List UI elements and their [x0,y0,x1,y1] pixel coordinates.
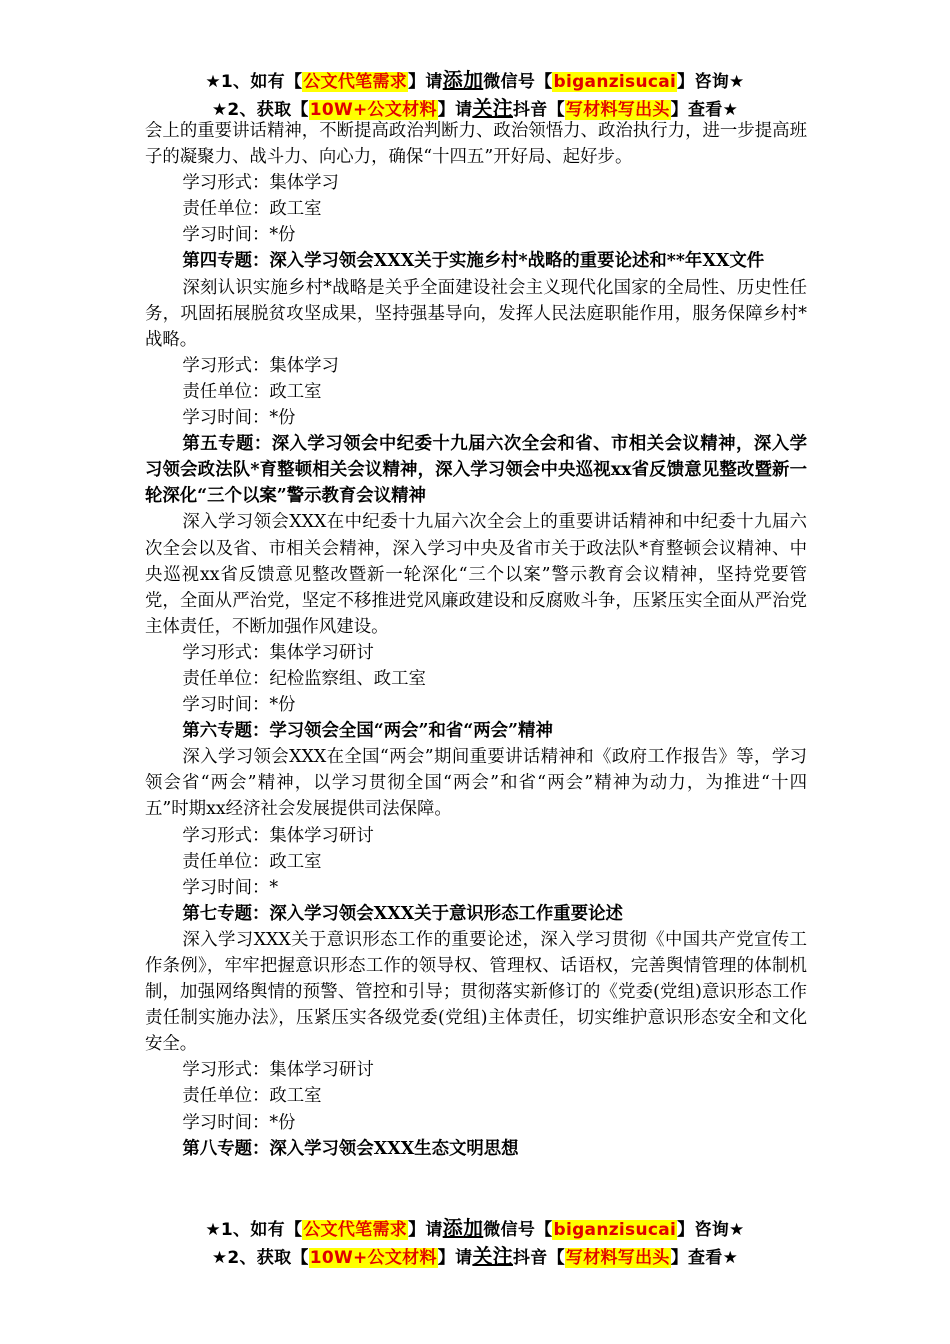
promo-text: 微信号【 [483,1220,553,1240]
study-time: 学习时间：*份 [182,225,296,246]
promo-text: ★2、获取【 [211,100,309,120]
promo-highlight: 公文代笔需求 [303,1220,408,1240]
promo-banner-bottom [0,1215,950,1271]
promo-text: 】查看★ [670,1248,739,1268]
study-form: 学习形式：集体学习研讨 [182,825,374,846]
intro-paragraph: 会上的重要讲话精神，不断提高政治判断力、政治领悟力、政治执行力，进一步提高班子的凝聚力、战斗力、向心力，确保“十四五”开好局、起好步。 [145,121,807,168]
douyin-id-highlight: 写材料写出头 [565,100,670,120]
promo-text: 】请 [437,100,473,120]
promo-text: 】请 [437,1248,473,1268]
promo-text: 】请 [408,1220,443,1240]
promo-line-2 [0,1243,950,1271]
promo-highlight: 公文代笔需求 [303,72,408,92]
responsible-unit: 责任单位：政工室 [182,199,322,220]
promo-highlight: 10W+公文材料 [309,100,437,120]
topic-7-heading: 第七专题：深入学习领会XXX关于意识形态工作重要论述 [182,903,623,924]
study-form: 学习形式：集体学习研讨 [182,1060,374,1081]
douyin-id-highlight: 写材料写出头 [565,1248,670,1268]
promo-text: 微信号【 [483,72,553,92]
topic-5-heading: 第五专题：深入学习领会中纪委十九届六次全会和省、市相关会议精神，深入学习领会政法队*育整顿相关会议精神，深入学习领会中央巡视xx省反馈意见整改暨新一轮深化“三个以案”警示教育会议精神 [145,434,807,507]
study-form: 学习形式：集体学习 [182,173,339,194]
promo-text: 】请 [408,72,443,92]
study-time: 学习时间：*份 [182,695,296,716]
topic-6-heading: 第六专题：学习领会全国“两会”和省“两会”精神 [182,721,553,742]
wechat-id-highlight: biganzisucai [553,1220,677,1240]
topic-4-heading: 第四专题：深入学习领会XXX关于实施乡村*战略的重要论述和**年XX文件 [182,251,765,272]
responsible-unit: 责任单位：政工室 [182,1086,322,1107]
responsible-unit: 责任单位：纪检监察组、政工室 [182,668,426,689]
promo-banner-top [0,67,950,123]
responsible-unit: 责任单位：政工室 [182,851,322,872]
study-form: 学习形式：集体学习 [182,355,339,376]
study-time: 学习时间：*份 [182,408,296,429]
study-time: 学习时间：*份 [182,1112,296,1133]
promo-text: ★1、如有【 [205,72,303,92]
promo-text: 】咨询★ [677,72,745,92]
promo-text: 】咨询★ [677,1220,745,1240]
topic-6-body: 深入学习领会XXX在全国“两会”期间重要讲话精神和《政府工作报告》等，学习领会省“两会”精神，以学习贯彻全国“两会”和省“两会”精神为动力，为推进“十四五”时期xx经济社会发展提供司法保障。 [145,747,807,820]
study-form: 学习形式：集体学习研讨 [182,642,374,663]
wechat-id-highlight: biganzisucai [553,72,677,92]
topic-4-body: 深刻认识实施乡村*战略是关乎全面建设社会主义现代化国家的全局性、历史性任务，巩固拓展脱贫攻坚成果，坚持强基导向，发挥人民法庭职能作用，服务保障乡村*战略。 [145,277,807,350]
document-body [145,118,807,1162]
topic-5-body: 深入学习领会XXX在中纪委十九届六次全会上的重要讲话精神和中纪委十九届六次全会以及省、市相关会精神，深入学习中央及省市关于政法队*育整顿会议精神、中央巡视xx省反馈意见整改暨新一轮深化“三个以案”警示教育会议精神，坚持党要管党，全面从严治党，坚定不移推进党风廉政建设和反腐败斗争，压紧压实全面从严治党主体责任，不断加强作风建设。 [145,512,807,637]
promo-emphasis: 添加 [442,1216,484,1240]
promo-highlight: 10W+公文材料 [309,1248,437,1268]
promo-text: ★1、如有【 [205,1220,303,1240]
promo-text: 抖音【 [512,1248,565,1268]
topic-8-heading: 第八专题：深入学习领会XXX生态文明思想 [182,1138,519,1159]
topic-7-body: 深入学习XXX关于意识形态工作的重要论述，深入学习贯彻《中国共产党宣传工作条例》，牢牢把握意识形态工作的领导权、管理权、话语权，完善舆情管理的体制机制，加强网络舆情的预警、管控和引导；贯彻落实新修订的《党委(党组)意识形态工作责任制实施办法》，压紧压实各级党委(党组)主体责任，切实维护意识形态安全和文化安全。 [145,929,807,1055]
promo-line-1 [0,67,950,95]
promo-emphasis: 关注 [472,96,513,120]
promo-text: 抖音【 [512,100,565,120]
promo-emphasis: 关注 [472,1244,513,1268]
promo-emphasis: 添加 [442,68,484,92]
promo-text: 】查看★ [670,100,739,120]
promo-text: ★2、获取【 [211,1248,309,1268]
study-time: 学习时间：* [182,877,279,898]
promo-line-1 [0,1215,950,1243]
responsible-unit: 责任单位：政工室 [182,381,322,402]
